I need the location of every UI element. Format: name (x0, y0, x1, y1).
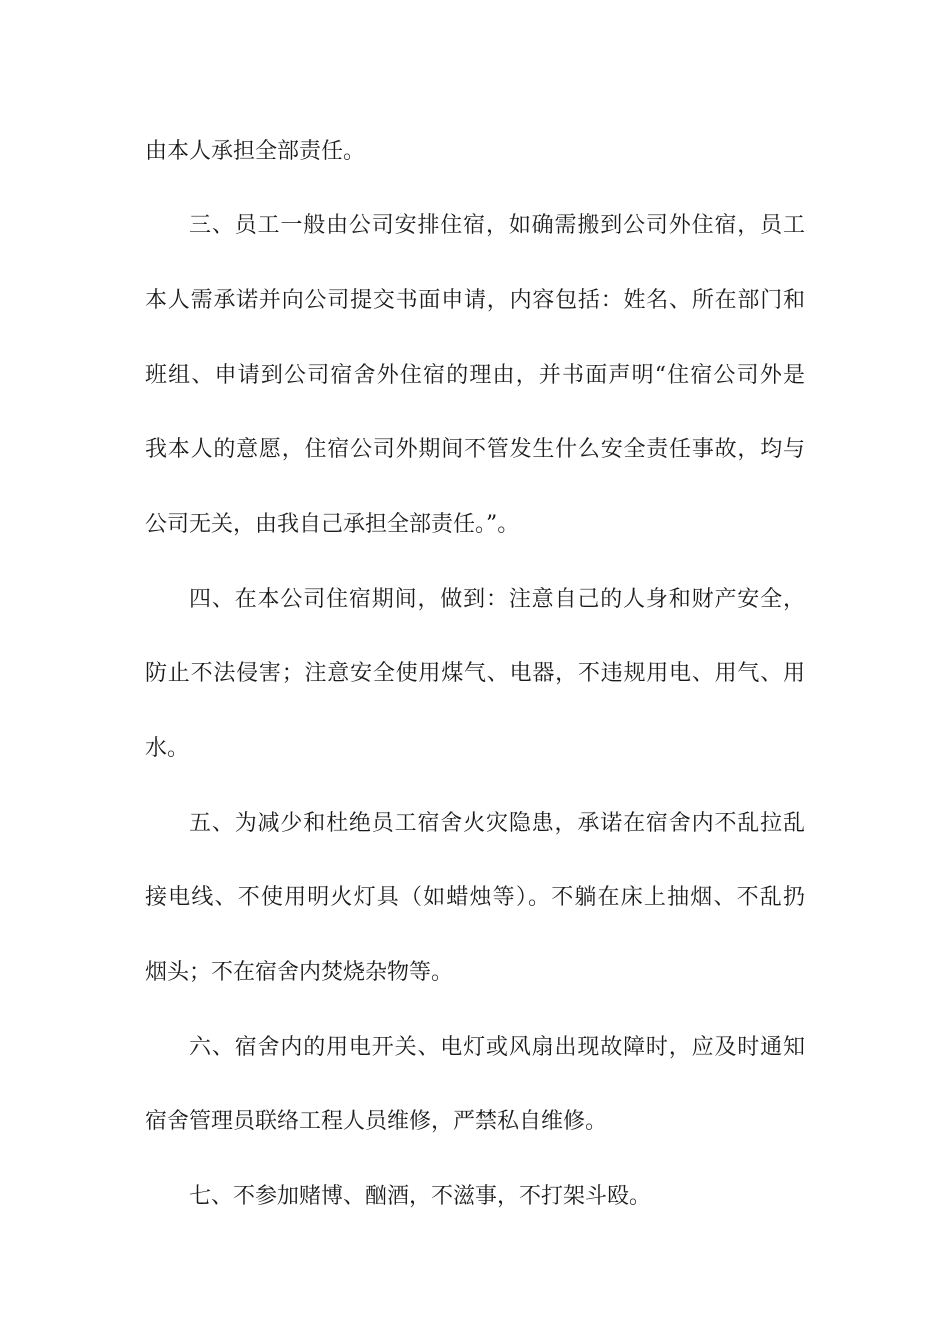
text-line: 防止不法侵害；注意安全使用煤气、电器，不违规用电、用气、用 (145, 661, 805, 686)
text-line: 我本人的意愿，住宿公司外期间不管发生什么安全责任事故，均与 (145, 437, 805, 462)
text-line: 班组、申请到公司宿舍外住宿的理由，并书面声明“住宿公司外是 (145, 363, 805, 388)
text-line: 五、为减少和杜绝员工宿舍火灾隐患，承诺在宿舍内不乱拉乱 (189, 811, 805, 836)
text-line: 由本人承担全部责任。 (145, 139, 366, 164)
text-line: 烟头；不在宿舍内焚烧杂物等。 (145, 960, 454, 985)
text-line: 水。 (145, 736, 190, 761)
text-line: 四、在本公司住宿期间，做到：注意自己的人身和财产安全， (189, 587, 805, 612)
text-line: 公司无关，由我自己承担全部责任。”。 (145, 512, 520, 537)
text-line: 接电线、不使用明火灯具（如蜡烛等）。不躺在床上抽烟、不乱扔 (145, 885, 805, 910)
text-line: 三、员工一般由公司安排住宿，如确需搬到公司外住宿，员工 (189, 213, 805, 238)
text-line: 七、不参加赌博、酗酒，不滋事，不打架斗殴。 (189, 1184, 652, 1209)
text-line: 宿舍管理员联络工程人员维修，严禁私自维修。 (145, 1109, 608, 1134)
text-line: 本人需承诺并向公司提交书面申请，内容包括：姓名、所在部门和 (145, 288, 805, 313)
text-line: 六、宿舍内的用电开关、电灯或风扇出现故障时，应及时通知 (189, 1035, 805, 1060)
